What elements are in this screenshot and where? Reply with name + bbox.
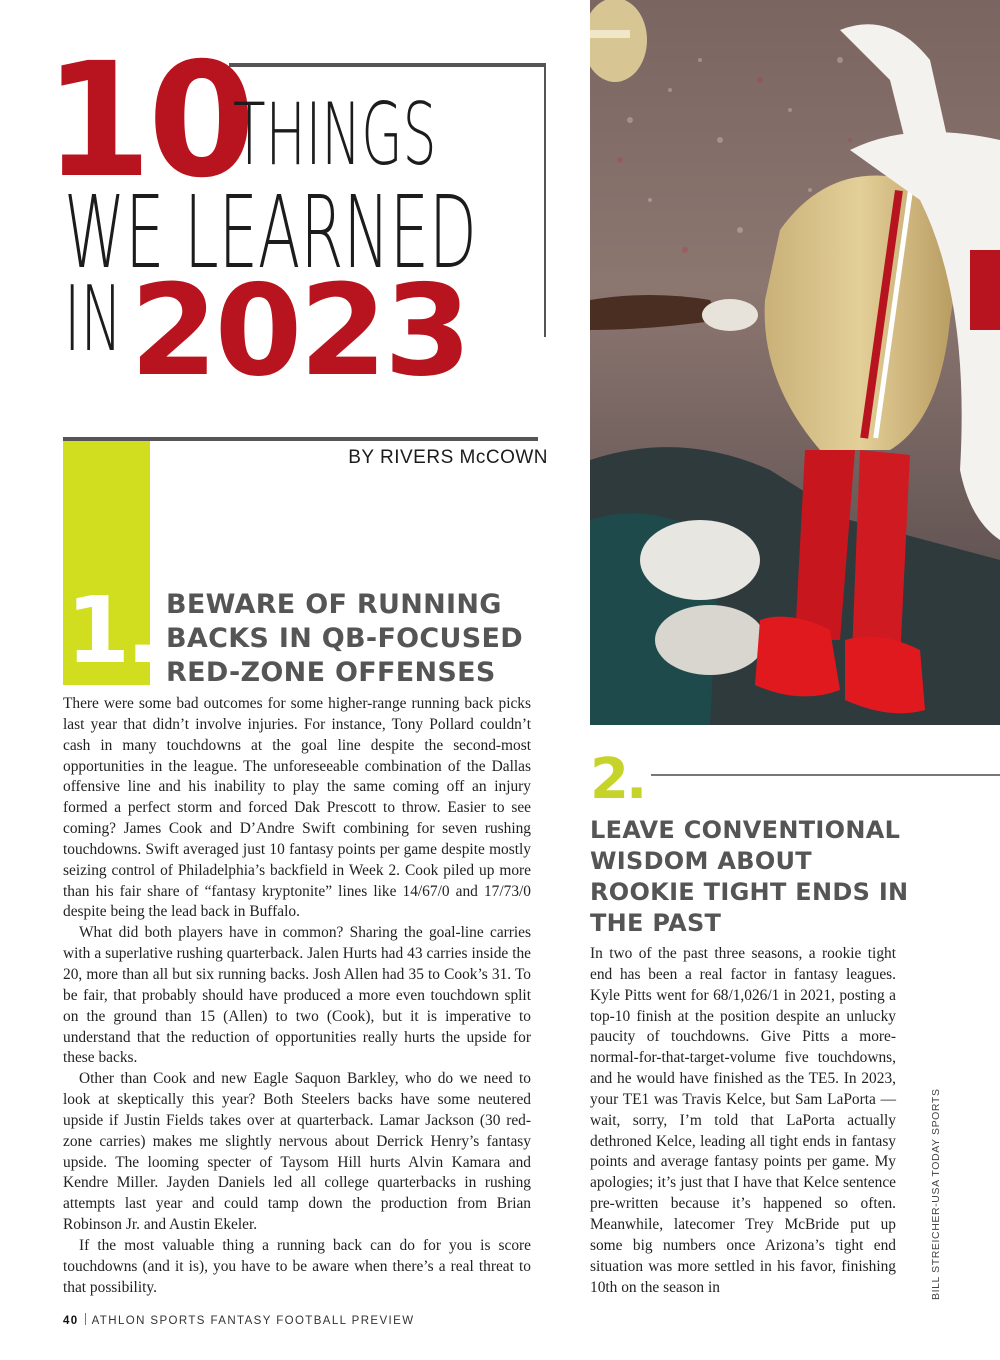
section-1-body: [63, 694, 531, 1298]
football-photo-illustration: [590, 0, 1000, 725]
headline-word-learned: WE LEARNED: [64, 174, 477, 291]
page-number: 40: [63, 1315, 79, 1327]
section-2-paragraph: In two of the past three seasons, a rookie tight end has been a real factor in fantasy leagues. Kyle Pitts went for 68/1,026/1 in 2021, posting a top-10 finish at the position despite an unlucky paucity of touchdowns. Give Pitts a more-normal-for-that-target-volume five touchdowns, and he would have finished as the TE5. In 2023, your TE1 was Travis Kelce, but Sam LaPorta — wait, sorry, I’m told that LaPorta actually dethroned Kelce, leading all tight ends in fantasy points and average fantasy points per game. My apologies; it’s just that I have that Kelce sentence pre-written because it’s happened so often. Meanwhile, latecomer Trey McBride put up some big numbers once Arizona’s tight end situation was more settled in his favor, finishing 10th on the season in: [590, 945, 896, 1296]
football-photo: [590, 0, 1000, 725]
section-2-number: 2.: [590, 747, 645, 812]
headline-year: 2023: [130, 257, 469, 404]
section-1-paragraph: There were some bad outcomes for some higher-range running back picks last year that didn’t involve injuries. For instance, Tony Pollard couldn’t cash in many touchdowns at the goal line despite the second-most opportunities in the league. The unforeseeable combination of the Dallas offensive line and his inability to play the same coming off an injury formed a perfect storm and forced Dak Prescott to throw. Easier to see coming? James Cook and D’Andre Swift combining for seven rushing touchdowns. Swift averaged just 10 fantasy points per game despite mostly seizing control of Philadelphia’s backfield in Week 2. Cook piled up more than his fair share of “fantasy kryptonite” lines like 14/67/0 and 17/73/0 despite being the lead back in Buffalo.: [63, 695, 531, 921]
headline-number-ten: 10: [44, 29, 252, 213]
byline: BY RIVERS McCOWN: [348, 447, 548, 468]
headline-word-in: IN: [64, 267, 123, 372]
section-2-rule: [651, 774, 1000, 776]
section-1-number: 1.: [66, 577, 157, 684]
section-2-body: [590, 944, 896, 1298]
headline-word-things: THINGS: [233, 85, 437, 185]
section-1-paragraph: If the most valuable thing a running back can do for you is score touchdowns (and it is), you have to be aware when there’s a real threat to that possibility.: [63, 1236, 531, 1296]
section-2-title: LEAVE CONVENTIONAL WISDOM ABOUT ROOKIE TIGHT ENDS IN THE PAST: [590, 816, 909, 937]
publication-name: ATHLON SPORTS FANTASY FOOTBALL PREVIEW: [91, 1315, 415, 1327]
section-1-title: BEWARE OF RUNNING BACKS IN QB-FOCUSED RED-ZONE OFFENSES: [166, 589, 523, 688]
page-footer: [63, 1313, 414, 1327]
footer-divider: [85, 1313, 86, 1325]
section-1-paragraph: Other than Cook and new Eagle Saquon Barkley, who do we need to look at skeptically this year? Both Steelers backs have some neutered upside if Justin Fields takes over at quarterback. Lamar Jackson (30 red-zone carries) makes me slightly nervous about Derrick Henry’s fantasy upside. The looming specter of Taysom Hill hurts Alvin Kamara and Kendre Miller. Jayden Daniels led all college quarterbacks in rushing attempts last year and could tamp down the production from Brian Robinson Jr. and Austin Ekeler.: [63, 1070, 531, 1234]
photo-credit: BILL STREICHER-USA TODAY SPORTS: [930, 1088, 942, 1300]
section-1-paragraph: What did both players have in common? Sharing the goal-line carries with a superlative rushing quarterback. Jalen Hurts had 43 carries inside the 20, more than all but six running backs. Josh Allen had 35 to Cook’s 31. To be fair, that probably should have produced a more even touchdown split on the ground than 15 (Allen) to two (Cook), but it is imperative to understand that the reduction of opportunities really hurts the upside for these backs.: [63, 924, 531, 1067]
